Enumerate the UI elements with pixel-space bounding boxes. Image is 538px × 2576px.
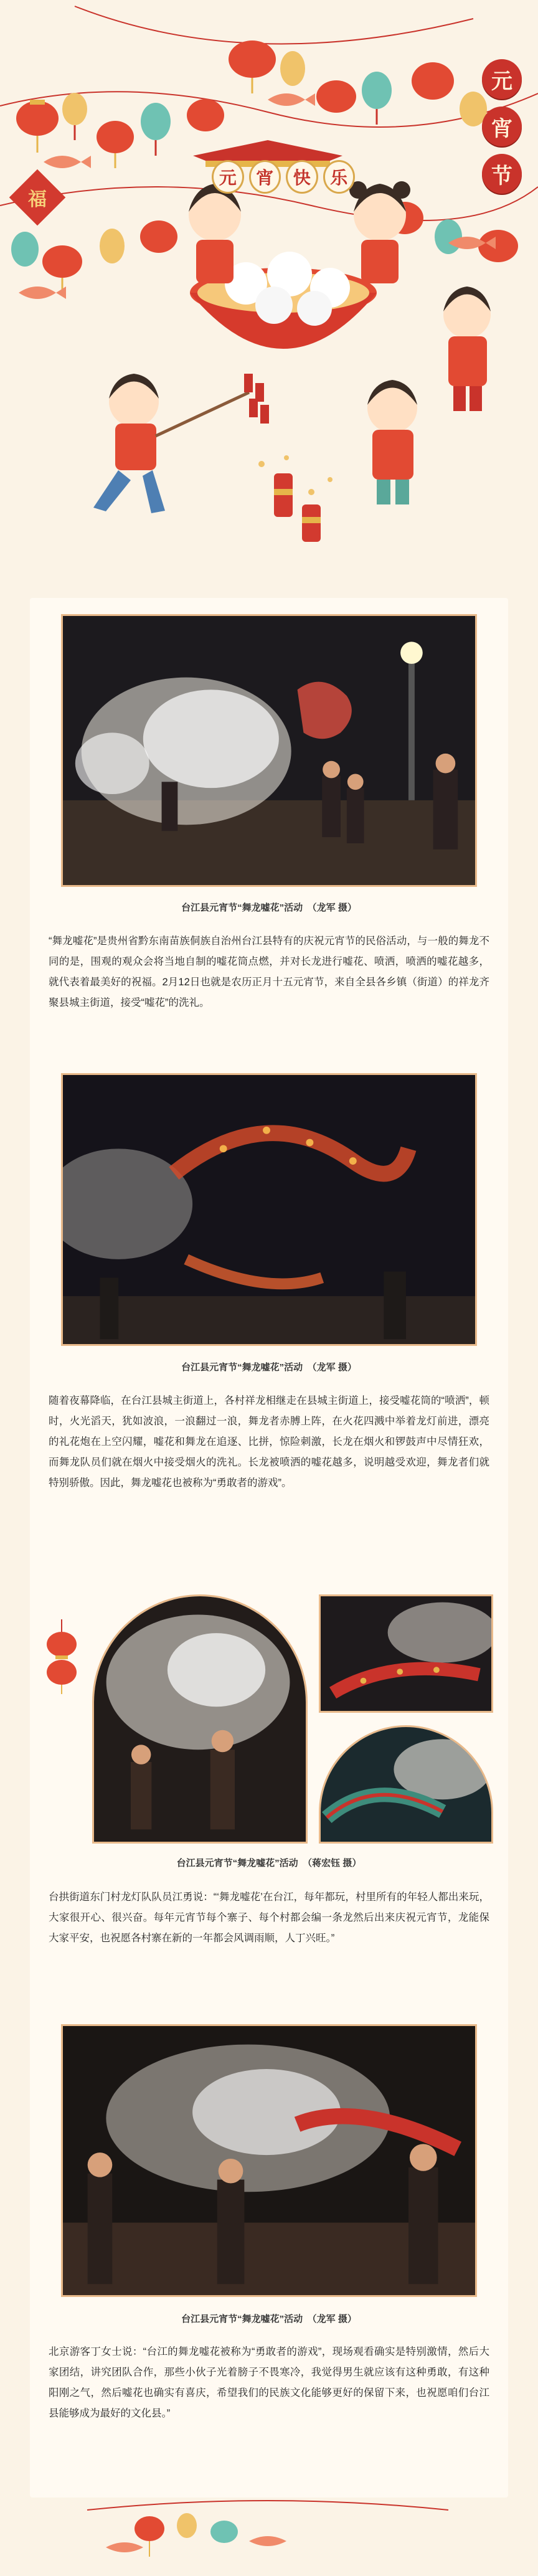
fu-char: 福 [28, 189, 47, 211]
vertical-title-char: 节 [482, 154, 522, 194]
article-paragraph: “舞龙嘘花”是贵州省黔东南苗族侗族自治州台江县特有的庆祝元宵节的民俗活动，与一般的舞龙不同的是，围观的观众会将当地自制的嘘花筒点燃，并对长龙进行嘘花、喷洒，喷洒的嘘花越多，就代表着最美好的祝福。2月12日也就是农历正月十五元宵节，来自全县各乡镇（街道）的祥龙齐聚县城主街道，接受“嘘花”的洗礼。 [49, 935, 489, 1008]
header-banner [0, 0, 538, 592]
photo-illustration [321, 1727, 491, 1842]
photo-dragon-fireworks-2 [61, 1073, 477, 1346]
banner-title-char: 宵 [249, 160, 281, 194]
photo-dragon-fireworks-3b [319, 1594, 493, 1713]
photo-caption: 台江县元宵节“舞龙嘘花”活动 （龙军 摄） [181, 2314, 357, 2324]
article-paragraph: 台拱街道东门村龙灯队队员江勇说：“‘舞龙嘘花’在台江，每年都玩，村里所有的年轻人都出来玩，大家很开心、很兴奋。每年元宵节每个寨子、每个村都会编一条龙然后出来庆祝元宵节，龙能保大家平安，也祝愿各村寨在新的一年都会风调雨顺，人丁兴旺。” [49, 1892, 489, 1944]
photo-illustration [63, 1075, 475, 1344]
photo-illustration [63, 2026, 475, 2295]
festival-illustration [0, 0, 538, 592]
banner-title-char: 元 [212, 160, 244, 194]
article-paragraph: 随着夜幕降临，在台江县城主街道上，各村祥龙相继走在县城主街道上，接受嘘花筒的“喷洒”，顿时，火光滔天，犹如波浪，一浪翻过一浪，舞龙者赤膊上阵，在火花四溅中举着龙灯前进，漂亮的礼花炮在上空闪耀，嘘花和舞龙在追逐、比拼，惊险刺激，长龙在烟火和锣鼓声中尽情狂欢，而舞龙队员们就在烟火中接受烟火的洗礼。长龙被喷洒的嘘花越多，说明越受欢迎，舞龙者们就特别骄傲。因此，舞龙嘘花也被称为“勇敢者的游戏”。 [49, 1395, 489, 1489]
lantern-decoration [34, 1619, 90, 1694]
photo-dragon-fireworks-1 [61, 614, 477, 887]
photo-illustration [63, 616, 475, 885]
banner-title [212, 154, 355, 199]
photo-illustration [94, 1596, 306, 1842]
photo-caption: 台江县元宵节“舞龙嘘花”活动 （蒋宏钰 摄） [176, 1858, 362, 1868]
vertical-title-char: 宵 [482, 107, 522, 146]
article-card [30, 598, 508, 2498]
photo-dragon-fireworks-3c [319, 1725, 493, 1844]
photo-caption: 台江县元宵节“舞龙嘘花”活动 （龙军 摄） [181, 902, 357, 913]
article-paragraph: 北京游客丁女士说：“台江的舞龙嘘花被称为“勇敢者的游戏”，现场观看确实是特别激情，然后大家团结，讲究团队合作，那些小伙子光着膀子不畏寒冷，我觉得男生就应该有这种勇敢，有这种阳刚之气，然后嘘花也确实有喜庆，希望我们的民族文化能够更好的保留下来，也祝愿咱们台江县能够成为最好的文化县。” [49, 2346, 489, 2419]
banner-title-char: 乐 [323, 160, 356, 194]
footer-lantern-decoration [0, 2498, 538, 2576]
photo-illustration [321, 1596, 491, 1711]
photo-caption: 台江县元宵节“舞龙嘘花”活动 （龙军 摄） [181, 1362, 357, 1373]
vertical-title [478, 59, 526, 201]
banner-title-char: 快 [286, 160, 318, 194]
vertical-title-char: 元 [482, 59, 522, 99]
photo-dragon-fireworks-3a [92, 1594, 308, 1844]
photo-dragon-fireworks-4 [61, 2024, 477, 2297]
